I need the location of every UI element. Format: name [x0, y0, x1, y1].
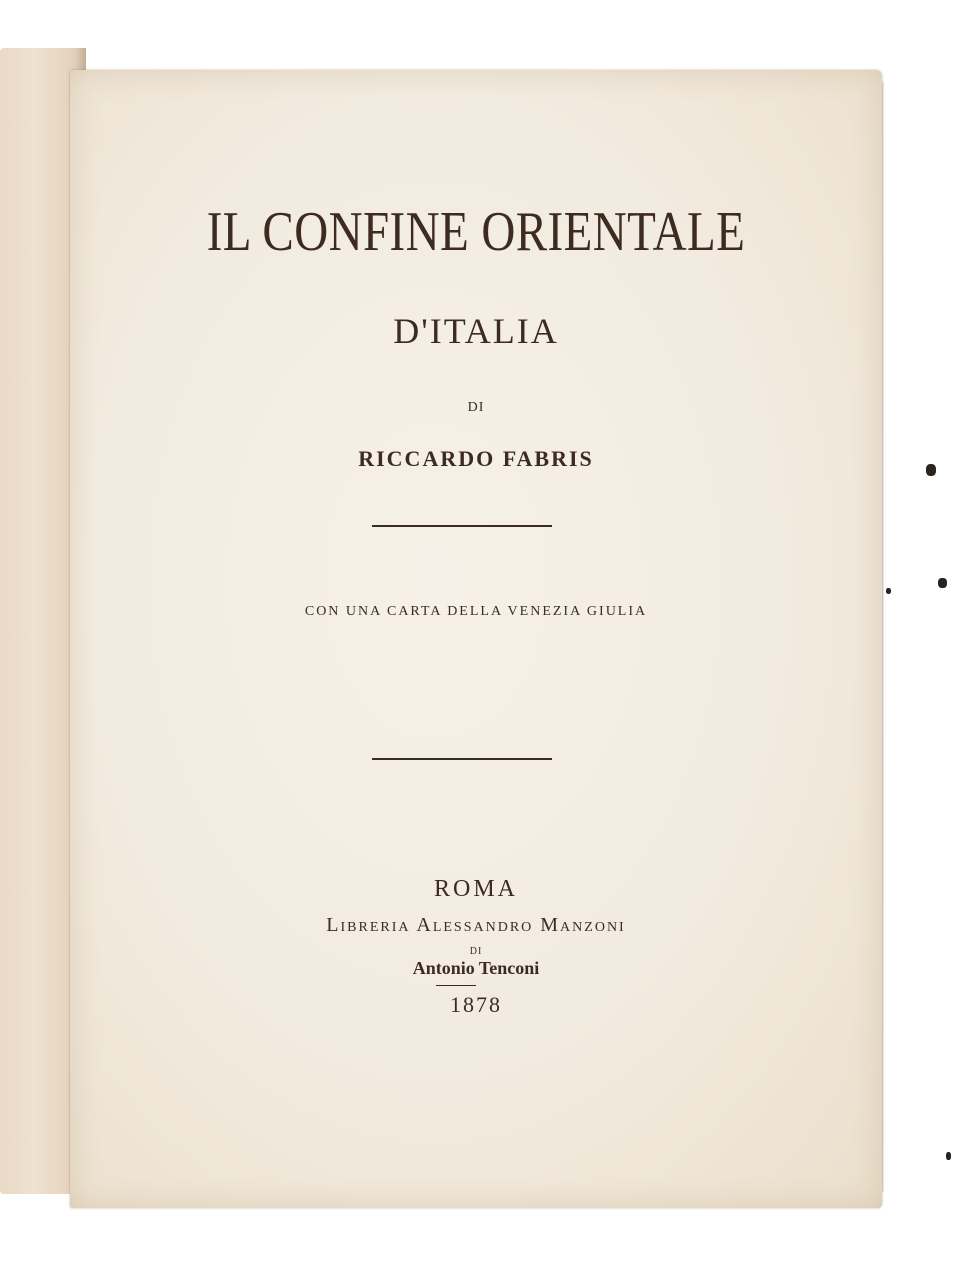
- map-note: CON UNA CARTA DELLA VENEZIA GIULIA: [304, 604, 648, 619]
- divider-rule-top: [372, 525, 552, 527]
- book-title: IL CONFINE ORIENTALE: [206, 201, 746, 263]
- by-word: DI: [467, 400, 485, 415]
- publisher-name: Libreria Alessandro Manzoni: [326, 914, 626, 936]
- divider-rule-bottom: [372, 758, 552, 760]
- year-rule: [436, 985, 476, 986]
- publication-year: 1878: [450, 992, 502, 1017]
- author-name: RICCARDO FABRIS: [358, 446, 594, 471]
- book-subtitle: D'ITALIA: [393, 311, 559, 351]
- printer-name: Antonio Tenconi: [412, 958, 540, 978]
- publication-city: ROMA: [433, 876, 518, 902]
- title-page: [70, 70, 882, 1208]
- publisher-by-word: DI: [469, 946, 483, 957]
